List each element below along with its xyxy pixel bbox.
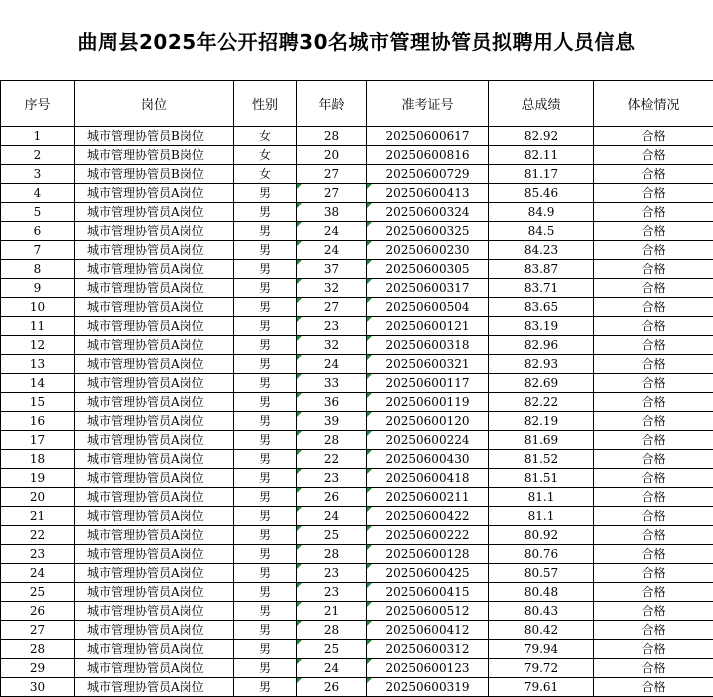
cell-gender: 男 bbox=[234, 184, 297, 203]
cell-position: 城市管理协管员A岗位 bbox=[75, 298, 234, 317]
cell-medical-check: 合格 bbox=[594, 412, 713, 431]
cell-exam-id: 20250600230 bbox=[367, 241, 489, 260]
table-row bbox=[1, 545, 713, 564]
cell-gender: 男 bbox=[234, 545, 297, 564]
cell-total-score: 84.5 bbox=[489, 222, 594, 241]
cell-index: 4 bbox=[1, 184, 75, 203]
cell-medical-check: 合格 bbox=[594, 241, 713, 260]
cell-gender: 男 bbox=[234, 393, 297, 412]
cell-medical-check: 合格 bbox=[594, 583, 713, 602]
cell-gender: 男 bbox=[234, 222, 297, 241]
cell-index: 3 bbox=[1, 165, 75, 184]
cell-position: 城市管理协管员A岗位 bbox=[75, 602, 234, 621]
cell-medical-check: 合格 bbox=[594, 602, 713, 621]
cell-gender: 男 bbox=[234, 488, 297, 507]
cell-index: 24 bbox=[1, 564, 75, 583]
cell-medical-check: 合格 bbox=[594, 640, 713, 659]
cell-exam-id: 20250600413 bbox=[367, 184, 489, 203]
cell-position: 城市管理协管员A岗位 bbox=[75, 241, 234, 260]
table-row bbox=[1, 469, 713, 488]
cell-age: 23 bbox=[297, 469, 367, 488]
cell-age: 26 bbox=[297, 678, 367, 697]
cell-total-score: 82.19 bbox=[489, 412, 594, 431]
cell-position: 城市管理协管员A岗位 bbox=[75, 640, 234, 659]
cell-position: 城市管理协管员A岗位 bbox=[75, 355, 234, 374]
cell-age: 25 bbox=[297, 526, 367, 545]
cell-age: 36 bbox=[297, 393, 367, 412]
cell-index: 6 bbox=[1, 222, 75, 241]
cell-medical-check: 合格 bbox=[594, 678, 713, 697]
cell-medical-check: 合格 bbox=[594, 260, 713, 279]
header-age: 年龄 bbox=[297, 81, 367, 127]
cell-total-score: 82.69 bbox=[489, 374, 594, 393]
cell-exam-id: 20250600430 bbox=[367, 450, 489, 469]
cell-exam-id: 20250600312 bbox=[367, 640, 489, 659]
cell-index: 21 bbox=[1, 507, 75, 526]
cell-exam-id: 20250600121 bbox=[367, 317, 489, 336]
cell-index: 15 bbox=[1, 393, 75, 412]
cell-age: 28 bbox=[297, 431, 367, 450]
cell-gender: 男 bbox=[234, 203, 297, 222]
table-row bbox=[1, 355, 713, 374]
cell-index: 25 bbox=[1, 583, 75, 602]
cell-gender: 男 bbox=[234, 279, 297, 298]
cell-total-score: 82.96 bbox=[489, 336, 594, 355]
table-row bbox=[1, 279, 713, 298]
cell-exam-id: 20250600412 bbox=[367, 621, 489, 640]
cell-medical-check: 合格 bbox=[594, 564, 713, 583]
cell-position: 城市管理协管员A岗位 bbox=[75, 507, 234, 526]
cell-total-score: 85.46 bbox=[489, 184, 594, 203]
cell-medical-check: 合格 bbox=[594, 203, 713, 222]
header-row bbox=[1, 81, 713, 127]
cell-total-score: 80.42 bbox=[489, 621, 594, 640]
cell-exam-id: 20250600224 bbox=[367, 431, 489, 450]
cell-position: 城市管理协管员A岗位 bbox=[75, 317, 234, 336]
cell-age: 28 bbox=[297, 545, 367, 564]
cell-position: 城市管理协管员A岗位 bbox=[75, 336, 234, 355]
cell-position: 城市管理协管员A岗位 bbox=[75, 564, 234, 583]
cell-total-score: 80.43 bbox=[489, 602, 594, 621]
cell-age: 26 bbox=[297, 488, 367, 507]
cell-age: 24 bbox=[297, 507, 367, 526]
cell-gender: 男 bbox=[234, 431, 297, 450]
cell-age: 24 bbox=[297, 355, 367, 374]
cell-position: 城市管理协管员A岗位 bbox=[75, 469, 234, 488]
cell-index: 19 bbox=[1, 469, 75, 488]
cell-index: 7 bbox=[1, 241, 75, 260]
cell-medical-check: 合格 bbox=[594, 336, 713, 355]
cell-exam-id: 20250600729 bbox=[367, 165, 489, 184]
cell-age: 27 bbox=[297, 298, 367, 317]
cell-position: 城市管理协管员A岗位 bbox=[75, 222, 234, 241]
cell-exam-id: 20250600504 bbox=[367, 298, 489, 317]
cell-age: 28 bbox=[297, 127, 367, 146]
cell-total-score: 81.69 bbox=[489, 431, 594, 450]
cell-position: 城市管理协管员A岗位 bbox=[75, 279, 234, 298]
cell-exam-id: 20250600418 bbox=[367, 469, 489, 488]
table-row bbox=[1, 260, 713, 279]
cell-position: 城市管理协管员A岗位 bbox=[75, 184, 234, 203]
cell-position: 城市管理协管员B岗位 bbox=[75, 127, 234, 146]
cell-medical-check: 合格 bbox=[594, 279, 713, 298]
cell-index: 16 bbox=[1, 412, 75, 431]
cell-position: 城市管理协管员B岗位 bbox=[75, 165, 234, 184]
cell-medical-check: 合格 bbox=[594, 222, 713, 241]
cell-age: 33 bbox=[297, 374, 367, 393]
cell-medical-check: 合格 bbox=[594, 545, 713, 564]
cell-gender: 女 bbox=[234, 146, 297, 165]
cell-exam-id: 20250600211 bbox=[367, 488, 489, 507]
table-row bbox=[1, 374, 713, 393]
cell-age: 32 bbox=[297, 279, 367, 298]
cell-index: 22 bbox=[1, 526, 75, 545]
cell-gender: 男 bbox=[234, 640, 297, 659]
cell-exam-id: 20250600117 bbox=[367, 374, 489, 393]
cell-total-score: 83.19 bbox=[489, 317, 594, 336]
cell-exam-id: 20250600425 bbox=[367, 564, 489, 583]
cell-total-score: 81.51 bbox=[489, 469, 594, 488]
cell-gender: 女 bbox=[234, 127, 297, 146]
cell-gender: 男 bbox=[234, 602, 297, 621]
cell-index: 20 bbox=[1, 488, 75, 507]
header-total-score: 总成绩 bbox=[489, 81, 594, 127]
cell-index: 10 bbox=[1, 298, 75, 317]
table-row bbox=[1, 393, 713, 412]
table-row bbox=[1, 507, 713, 526]
cell-total-score: 81.1 bbox=[489, 488, 594, 507]
cell-total-score: 80.48 bbox=[489, 583, 594, 602]
cell-total-score: 80.76 bbox=[489, 545, 594, 564]
cell-index: 29 bbox=[1, 659, 75, 678]
cell-position: 城市管理协管员A岗位 bbox=[75, 545, 234, 564]
cell-medical-check: 合格 bbox=[594, 469, 713, 488]
header-exam-id: 准考证号 bbox=[367, 81, 489, 127]
table-row bbox=[1, 317, 713, 336]
table-row bbox=[1, 659, 713, 678]
cell-gender: 男 bbox=[234, 336, 297, 355]
cell-gender: 男 bbox=[234, 678, 297, 697]
cell-total-score: 82.11 bbox=[489, 146, 594, 165]
cell-medical-check: 合格 bbox=[594, 507, 713, 526]
cell-exam-id: 20250600319 bbox=[367, 678, 489, 697]
cell-index: 13 bbox=[1, 355, 75, 374]
cell-index: 11 bbox=[1, 317, 75, 336]
cell-total-score: 83.71 bbox=[489, 279, 594, 298]
cell-exam-id: 20250600325 bbox=[367, 222, 489, 241]
cell-medical-check: 合格 bbox=[594, 431, 713, 450]
cell-exam-id: 20250600119 bbox=[367, 393, 489, 412]
cell-age: 21 bbox=[297, 602, 367, 621]
table-row bbox=[1, 146, 713, 165]
cell-medical-check: 合格 bbox=[594, 298, 713, 317]
cell-exam-id: 20250600324 bbox=[367, 203, 489, 222]
cell-gender: 男 bbox=[234, 412, 297, 431]
cell-index: 9 bbox=[1, 279, 75, 298]
cell-gender: 男 bbox=[234, 298, 297, 317]
cell-age: 23 bbox=[297, 317, 367, 336]
cell-gender: 男 bbox=[234, 621, 297, 640]
table-row bbox=[1, 127, 713, 146]
cell-total-score: 80.92 bbox=[489, 526, 594, 545]
cell-gender: 男 bbox=[234, 317, 297, 336]
cell-index: 8 bbox=[1, 260, 75, 279]
cell-age: 28 bbox=[297, 621, 367, 640]
cell-index: 2 bbox=[1, 146, 75, 165]
table-row bbox=[1, 450, 713, 469]
table-row bbox=[1, 621, 713, 640]
table-row bbox=[1, 564, 713, 583]
cell-total-score: 82.93 bbox=[489, 355, 594, 374]
cell-index: 28 bbox=[1, 640, 75, 659]
cell-age: 27 bbox=[297, 165, 367, 184]
cell-index: 12 bbox=[1, 336, 75, 355]
cell-gender: 男 bbox=[234, 564, 297, 583]
table-row bbox=[1, 431, 713, 450]
cell-exam-id: 20250600128 bbox=[367, 545, 489, 564]
cell-age: 39 bbox=[297, 412, 367, 431]
cell-age: 24 bbox=[297, 222, 367, 241]
cell-position: 城市管理协管员A岗位 bbox=[75, 203, 234, 222]
cell-index: 26 bbox=[1, 602, 75, 621]
table-row bbox=[1, 165, 713, 184]
cell-medical-check: 合格 bbox=[594, 355, 713, 374]
cell-age: 37 bbox=[297, 260, 367, 279]
cell-total-score: 79.61 bbox=[489, 678, 594, 697]
cell-position: 城市管理协管员A岗位 bbox=[75, 260, 234, 279]
cell-age: 23 bbox=[297, 583, 367, 602]
cell-index: 18 bbox=[1, 450, 75, 469]
cell-index: 23 bbox=[1, 545, 75, 564]
cell-medical-check: 合格 bbox=[594, 146, 713, 165]
cell-total-score: 81.1 bbox=[489, 507, 594, 526]
table-row bbox=[1, 640, 713, 659]
cell-age: 38 bbox=[297, 203, 367, 222]
cell-medical-check: 合格 bbox=[594, 127, 713, 146]
cell-exam-id: 20250600317 bbox=[367, 279, 489, 298]
cell-gender: 男 bbox=[234, 469, 297, 488]
cell-index: 1 bbox=[1, 127, 75, 146]
cell-age: 22 bbox=[297, 450, 367, 469]
cell-gender: 男 bbox=[234, 507, 297, 526]
cell-total-score: 82.92 bbox=[489, 127, 594, 146]
table-row bbox=[1, 526, 713, 545]
cell-age: 20 bbox=[297, 146, 367, 165]
cell-age: 24 bbox=[297, 659, 367, 678]
cell-exam-id: 20250600123 bbox=[367, 659, 489, 678]
cell-medical-check: 合格 bbox=[594, 659, 713, 678]
cell-exam-id: 20250600816 bbox=[367, 146, 489, 165]
cell-index: 5 bbox=[1, 203, 75, 222]
cell-index: 27 bbox=[1, 621, 75, 640]
cell-position: 城市管理协管员A岗位 bbox=[75, 583, 234, 602]
cell-exam-id: 20250600305 bbox=[367, 260, 489, 279]
cell-gender: 女 bbox=[234, 165, 297, 184]
cell-gender: 男 bbox=[234, 241, 297, 260]
cell-position: 城市管理协管员A岗位 bbox=[75, 678, 234, 697]
cell-gender: 男 bbox=[234, 659, 297, 678]
cell-gender: 男 bbox=[234, 260, 297, 279]
cell-total-score: 79.94 bbox=[489, 640, 594, 659]
cell-medical-check: 合格 bbox=[594, 621, 713, 640]
cell-position: 城市管理协管员B岗位 bbox=[75, 146, 234, 165]
cell-gender: 男 bbox=[234, 374, 297, 393]
cell-position: 城市管理协管员A岗位 bbox=[75, 526, 234, 545]
table-body bbox=[1, 127, 713, 697]
cell-age: 25 bbox=[297, 640, 367, 659]
cell-exam-id: 20250600321 bbox=[367, 355, 489, 374]
cell-position: 城市管理协管员A岗位 bbox=[75, 659, 234, 678]
cell-medical-check: 合格 bbox=[594, 526, 713, 545]
cell-exam-id: 20250600318 bbox=[367, 336, 489, 355]
cell-total-score: 84.9 bbox=[489, 203, 594, 222]
cell-medical-check: 合格 bbox=[594, 317, 713, 336]
header-gender: 性别 bbox=[234, 81, 297, 127]
document-title: 曲周县2025年公开招聘30名城市管理协管员拟聘用人员信息 bbox=[77, 29, 636, 54]
cell-age: 32 bbox=[297, 336, 367, 355]
table-row bbox=[1, 488, 713, 507]
cell-medical-check: 合格 bbox=[594, 374, 713, 393]
header-position: 岗位 bbox=[75, 81, 234, 127]
table-row bbox=[1, 336, 713, 355]
cell-index: 30 bbox=[1, 678, 75, 697]
cell-total-score: 83.87 bbox=[489, 260, 594, 279]
cell-exam-id: 20250600422 bbox=[367, 507, 489, 526]
cell-index: 17 bbox=[1, 431, 75, 450]
cell-medical-check: 合格 bbox=[594, 450, 713, 469]
cell-total-score: 84.23 bbox=[489, 241, 594, 260]
table-row bbox=[1, 602, 713, 621]
cell-position: 城市管理协管员A岗位 bbox=[75, 431, 234, 450]
table-row bbox=[1, 298, 713, 317]
header-medical-check: 体检情况 bbox=[594, 81, 713, 127]
cell-position: 城市管理协管员A岗位 bbox=[75, 374, 234, 393]
cell-total-score: 81.52 bbox=[489, 450, 594, 469]
table-row bbox=[1, 222, 713, 241]
cell-position: 城市管理协管员A岗位 bbox=[75, 393, 234, 412]
cell-position: 城市管理协管员A岗位 bbox=[75, 450, 234, 469]
cell-total-score: 83.65 bbox=[489, 298, 594, 317]
cell-gender: 男 bbox=[234, 526, 297, 545]
cell-position: 城市管理协管员A岗位 bbox=[75, 412, 234, 431]
cell-age: 27 bbox=[297, 184, 367, 203]
candidate-table bbox=[0, 80, 713, 697]
cell-position: 城市管理协管员A岗位 bbox=[75, 488, 234, 507]
cell-exam-id: 20250600222 bbox=[367, 526, 489, 545]
cell-medical-check: 合格 bbox=[594, 488, 713, 507]
table-row bbox=[1, 203, 713, 222]
cell-total-score: 79.72 bbox=[489, 659, 594, 678]
cell-gender: 男 bbox=[234, 583, 297, 602]
cell-total-score: 82.22 bbox=[489, 393, 594, 412]
table-row bbox=[1, 412, 713, 431]
table-row bbox=[1, 583, 713, 602]
table-row bbox=[1, 241, 713, 260]
cell-exam-id: 20250600512 bbox=[367, 602, 489, 621]
cell-medical-check: 合格 bbox=[594, 165, 713, 184]
cell-age: 23 bbox=[297, 564, 367, 583]
cell-position: 城市管理协管员A岗位 bbox=[75, 621, 234, 640]
cell-total-score: 80.57 bbox=[489, 564, 594, 583]
cell-age: 24 bbox=[297, 241, 367, 260]
cell-exam-id: 20250600415 bbox=[367, 583, 489, 602]
cell-gender: 男 bbox=[234, 450, 297, 469]
cell-index: 14 bbox=[1, 374, 75, 393]
cell-exam-id: 20250600617 bbox=[367, 127, 489, 146]
cell-exam-id: 20250600120 bbox=[367, 412, 489, 431]
cell-medical-check: 合格 bbox=[594, 184, 713, 203]
table-row bbox=[1, 678, 713, 697]
cell-medical-check: 合格 bbox=[594, 393, 713, 412]
header-index: 序号 bbox=[1, 81, 75, 127]
table-row bbox=[1, 184, 713, 203]
cell-gender: 男 bbox=[234, 355, 297, 374]
cell-total-score: 81.17 bbox=[489, 165, 594, 184]
